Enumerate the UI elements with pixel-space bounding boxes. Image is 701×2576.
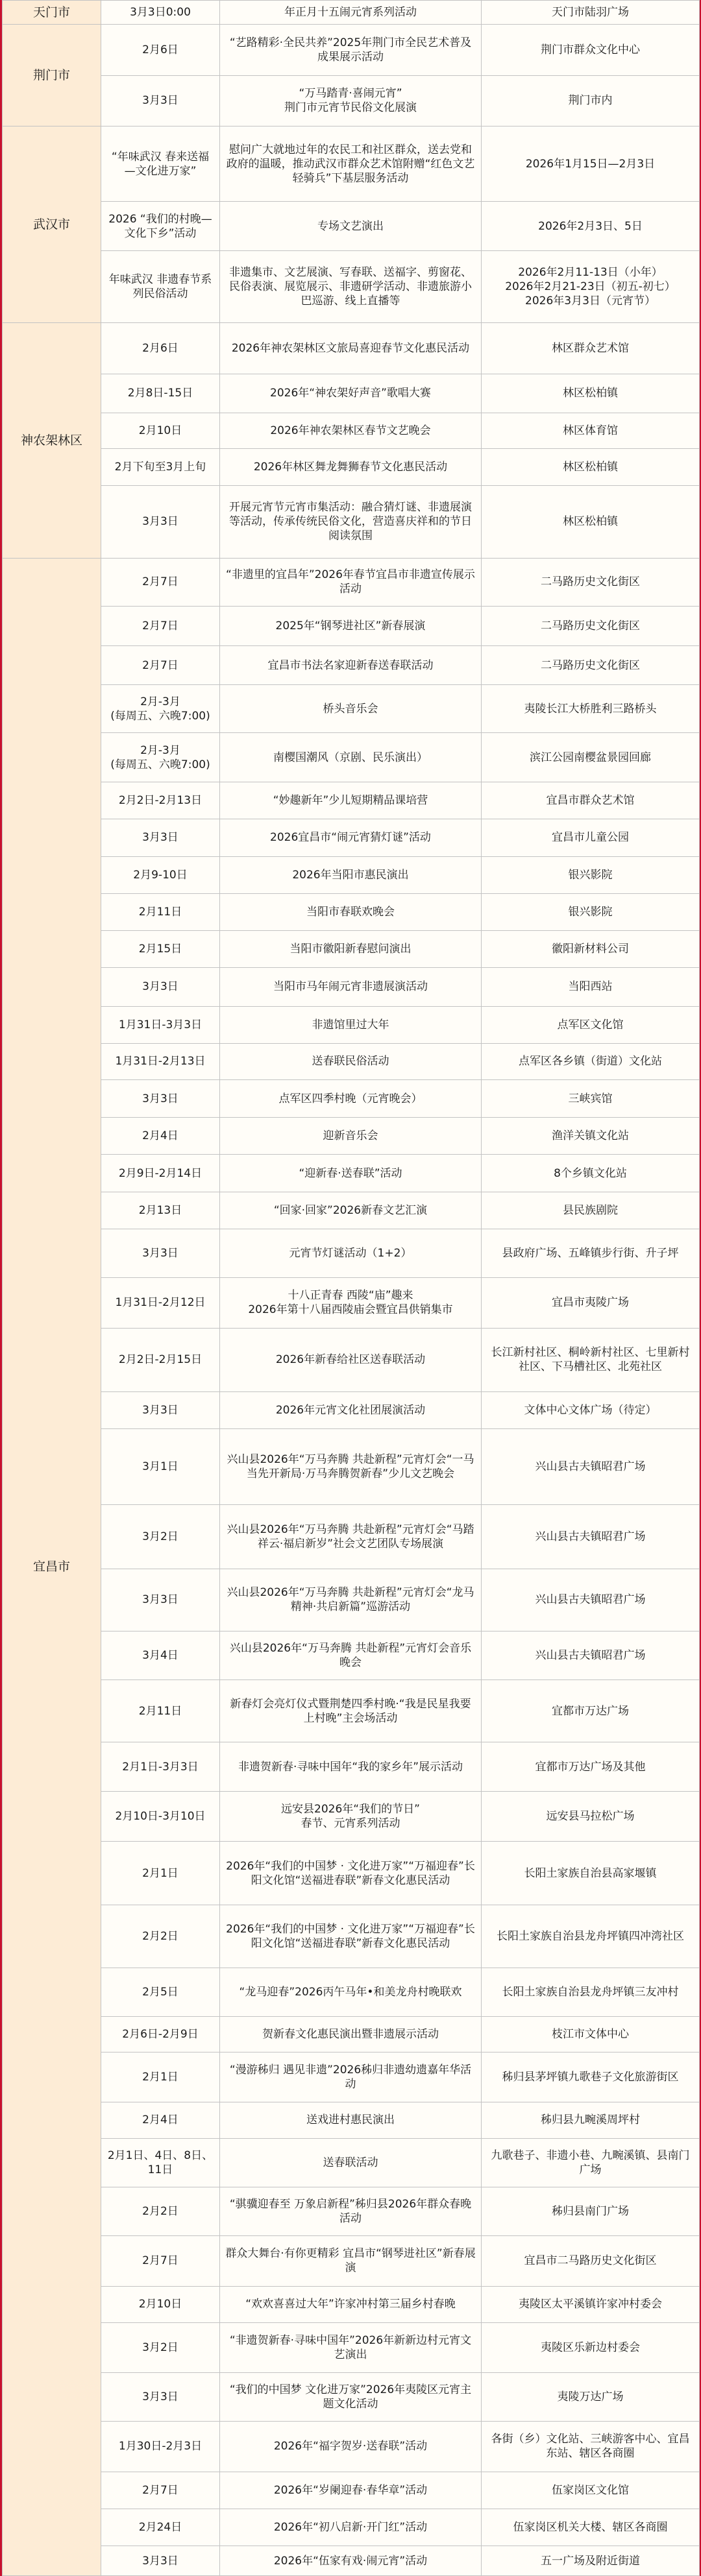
event-row <box>3 1192 700 1229</box>
event-schedule-body <box>3 1 700 2576</box>
event-date-cell: 3月4日 <box>101 1631 220 1680</box>
event-activity-cell: 2026年“神农架好声音”歌唱大赛 <box>220 374 482 413</box>
event-location-cell: 兴山县古夫镇昭君广场 <box>482 1631 700 1680</box>
event-date-cell: 2月10日 <box>101 413 220 449</box>
event-activity-cell: 南樱国潮风（京剧、民乐演出） <box>220 733 482 782</box>
event-activity-cell: 当阳市徽阳新春慰问演出 <box>220 930 482 967</box>
event-location-cell: 银兴影院 <box>482 856 700 893</box>
event-date-cell: 2月7日 <box>101 645 220 685</box>
event-schedule-table <box>2 0 700 2576</box>
event-location-cell: 文体中心文体广场（待定） <box>482 1391 700 1428</box>
event-location-cell: 二马路历史文化街区 <box>482 558 700 607</box>
event-date-cell: 3月3日 <box>101 75 220 126</box>
event-activity-cell: “欢欢喜喜过大年”许家冲村第三届乡村春晚 <box>220 2286 482 2322</box>
event-date-cell: 2月9日-2月14日 <box>101 1155 220 1192</box>
event-date-cell: 2月7日 <box>101 2235 220 2286</box>
event-activity-cell: 2026年林区舞龙舞狮春节文化惠民活动 <box>220 449 482 486</box>
event-location-cell: 五一广场及附近街道 <box>482 2546 700 2576</box>
event-date-cell: 2月2日 <box>101 1905 220 1968</box>
event-row <box>3 25 700 75</box>
event-location-cell: 林区松柏镇 <box>482 374 700 413</box>
event-date-cell: 3月3日 <box>101 2372 220 2421</box>
event-location-cell: 长江新村社区、桐岭新村社区、七里新村社区、下马槽社区、北苑社区 <box>482 1328 700 1391</box>
event-row <box>3 1328 700 1391</box>
event-activity-cell: 迎新音乐会 <box>220 1118 482 1155</box>
event-activity-cell: 贺新春文化惠民演出暨非遗展示活动 <box>220 2016 482 2052</box>
event-date-cell: 2月5日 <box>101 1968 220 2016</box>
event-row <box>3 2102 700 2138</box>
event-activity-cell: 群众大舞台·有你更精彩 宜昌市“钢琴进社区”新春展演 <box>220 2235 482 2286</box>
event-row <box>3 323 700 374</box>
event-location-cell: 林区松柏镇 <box>482 449 700 486</box>
event-date-cell: 3月2日 <box>101 2322 220 2372</box>
event-row <box>3 782 700 819</box>
event-date-cell: 1月30日-2月3日 <box>101 2421 220 2472</box>
event-location-cell: 二马路历史文化街区 <box>482 645 700 685</box>
event-location-cell: 天门市陆羽广场 <box>482 1 700 25</box>
event-location-cell: 秭归县南门广场 <box>482 2187 700 2235</box>
event-location-cell: 九歌巷子、非遗小巷、九畹溪镇、县南门广场 <box>482 2138 700 2187</box>
event-date-cell: 3月3日 <box>101 486 220 558</box>
event-location-cell: 伍家岗区文化馆 <box>482 2472 700 2509</box>
event-row <box>3 733 700 782</box>
event-row <box>3 1 700 25</box>
event-date-cell: 2026 “我们的村晚—文化下乡”活动 <box>101 202 220 251</box>
event-location-cell: 夷陵区太平溪镇许家冲村委会 <box>482 2286 700 2322</box>
event-row <box>3 1079 700 1117</box>
city-name-cell: 宜昌市 <box>3 558 101 2575</box>
event-activity-cell: 当阳市春联欢晚会 <box>220 893 482 930</box>
event-location-cell: 林区群众艺术馆 <box>482 323 700 374</box>
event-row <box>3 2016 700 2052</box>
event-date-cell: 3月3日 <box>101 2546 220 2576</box>
event-date-cell: 2月1日 <box>101 2052 220 2102</box>
event-location-cell: 兴山县古夫镇昭君广场 <box>482 1504 700 1569</box>
event-row <box>3 856 700 893</box>
event-date-cell: 2月7日 <box>101 607 220 646</box>
event-row <box>3 2286 700 2322</box>
event-location-cell: 徽阳新材料公司 <box>482 930 700 967</box>
event-activity-cell: “我们的中国梦 文化进万家”2026年夷陵区元宵主题文化活动 <box>220 2372 482 2421</box>
event-date-cell: 2月11日 <box>101 1680 220 1742</box>
event-location-cell: 点军区各乡镇（街道）文化站 <box>482 1043 700 1079</box>
event-date-cell: 2月11日 <box>101 893 220 930</box>
event-location-cell: 林区松柏镇 <box>482 486 700 558</box>
event-location-cell: 荆门市群众文化中心 <box>482 25 700 75</box>
event-date-cell: 2月10日 <box>101 2286 220 2322</box>
event-row <box>3 126 700 202</box>
event-row <box>3 2546 700 2576</box>
event-date-cell: 2月-3月 (每周五、六晚7:00) <box>101 733 220 782</box>
event-date-cell: 2月2日 <box>101 2187 220 2235</box>
event-row <box>3 930 700 967</box>
event-row <box>3 685 700 733</box>
event-location-cell: 8个乡镇文化站 <box>482 1155 700 1192</box>
event-location-cell: 银兴影院 <box>482 893 700 930</box>
event-row <box>3 1569 700 1631</box>
event-location-cell: 宜昌市夷陵广场 <box>482 1277 700 1328</box>
event-activity-cell: 元宵节灯谜活动（1+2） <box>220 1229 482 1277</box>
event-row <box>3 1429 700 1505</box>
event-activity-cell: “非遗里的宜昌年”2026年春节宜昌市非遗宣传展示活动 <box>220 558 482 607</box>
event-row <box>3 2472 700 2509</box>
event-activity-cell: 非遗馆里过大年 <box>220 1006 482 1043</box>
event-activity-cell: 2026宜昌市“闹元宵猜灯谜”活动 <box>220 819 482 856</box>
event-activity-cell: 专场文艺演出 <box>220 202 482 251</box>
event-activity-cell: 兴山县2026年“万马奔腾 共赴新程”元宵灯会“龙马精神·共启新篇”巡游活动 <box>220 1569 482 1631</box>
event-row <box>3 1504 700 1569</box>
city-name-cell: 天门市 <box>3 1 101 25</box>
event-row <box>3 2509 700 2546</box>
event-location-cell: 宜昌市儿童公园 <box>482 819 700 856</box>
event-row <box>3 251 700 323</box>
event-location-cell: 县政府广场、五峰镇步行街、升子坪 <box>482 1229 700 1277</box>
event-row <box>3 1277 700 1328</box>
event-activity-cell: “艺路精彩·全民共养”2025年荆门市全民艺术普及成果展示活动 <box>220 25 482 75</box>
event-location-cell: 长阳土家族自治县龙舟坪镇三友冲村 <box>482 1968 700 2016</box>
event-location-cell: 长阳土家族自治县龙舟坪镇四冲湾社区 <box>482 1905 700 1968</box>
event-location-cell: 兴山县古夫镇昭君广场 <box>482 1569 700 1631</box>
event-activity-cell: 兴山县2026年“万马奔腾 共赴新程”元宵灯会“马踏祥云·福启新岁”社会文艺团队专场展演 <box>220 1504 482 1569</box>
event-activity-cell: 点军区四季村晚（元宵晚会） <box>220 1079 482 1117</box>
event-location-cell: 当阳西站 <box>482 968 700 1006</box>
event-date-cell: 2月15日 <box>101 930 220 967</box>
event-date-cell: 2月24日 <box>101 2509 220 2546</box>
event-row <box>3 1792 700 1842</box>
event-row <box>3 558 700 607</box>
event-date-cell: 2月7日 <box>101 2472 220 2509</box>
event-location-cell: 夷陵长江大桥胜利三路桥头 <box>482 685 700 733</box>
event-row <box>3 75 700 126</box>
event-row <box>3 1391 700 1428</box>
event-location-cell: 秭归县九畹溪周坪村 <box>482 2102 700 2138</box>
event-activity-cell: 兴山县2026年“万马奔腾 共赴新程”元宵灯会“一马当先开新局·万马奔腾贺新春”少儿文艺晚会 <box>220 1429 482 1505</box>
event-date-cell: 2月4日 <box>101 1118 220 1155</box>
event-row <box>3 1043 700 1079</box>
event-row <box>3 1631 700 1680</box>
event-activity-cell: 2026年神农架林区春节文艺晚会 <box>220 413 482 449</box>
event-activity-cell: “妙趣新年”少儿短期精品课培营 <box>220 782 482 819</box>
event-location-cell: 夷陵区乐新边村委会 <box>482 2322 700 2372</box>
event-location-cell: 兴山县古夫镇昭君广场 <box>482 1429 700 1505</box>
event-row <box>3 1006 700 1043</box>
event-activity-cell: 2026年神农架林区文旅局喜迎春节文化惠民活动 <box>220 323 482 374</box>
event-activity-cell: “万马踏青·喜闹元宵” 荆门市元宵节民俗文化展演 <box>220 75 482 126</box>
event-date-cell: 2月1日、4日、8日、11日 <box>101 2138 220 2187</box>
event-activity-cell: 非遗贺新春·寻味中国年“我的家乡年”展示活动 <box>220 1742 482 1792</box>
event-location-cell: 夷陵万达广场 <box>482 2372 700 2421</box>
event-activity-cell: 2026年“岁阑迎春·春华章”活动 <box>220 2472 482 2509</box>
event-date-cell: 2月4日 <box>101 2102 220 2138</box>
event-location-cell: 宜昌市二马路历史文化街区 <box>482 2235 700 2286</box>
event-row <box>3 1905 700 1968</box>
event-row <box>3 2187 700 2235</box>
event-date-cell: 2月10日-3月10日 <box>101 1792 220 1842</box>
event-date-cell: 2月7日 <box>101 558 220 607</box>
event-activity-cell: “非遗贺新春·寻味中国年”2026年新新边村元宵文艺演出 <box>220 2322 482 2372</box>
event-row <box>3 2421 700 2472</box>
event-date-cell: 2月6日 <box>101 25 220 75</box>
event-location-cell: 二马路历史文化街区 <box>482 607 700 646</box>
event-activity-cell: 年正月十五闹元宵系列活动 <box>220 1 482 25</box>
event-row <box>3 486 700 558</box>
event-location-cell: 远安县马拉松广场 <box>482 1792 700 1842</box>
event-location-cell: 三峡宾馆 <box>482 1079 700 1117</box>
event-location-cell: 渔洋关镇文化站 <box>482 1118 700 1155</box>
event-activity-cell: 送春联民俗活动 <box>220 1043 482 1079</box>
event-row <box>3 1968 700 2016</box>
event-activity-cell: 送春联活动 <box>220 2138 482 2187</box>
event-date-cell: 2月9-10日 <box>101 856 220 893</box>
event-date-cell: 2月6日 <box>101 323 220 374</box>
event-activity-cell: 2025年“钢琴进社区”新春展演 <box>220 607 482 646</box>
event-location-cell: 宜昌市群众艺术馆 <box>482 782 700 819</box>
event-row <box>3 1229 700 1277</box>
event-activity-cell: 新春灯会亮灯仪式暨荆楚四季村晚·“我是民星我要上村晚”主会场活动 <box>220 1680 482 1742</box>
event-date-cell: 3月1日 <box>101 1429 220 1505</box>
event-row <box>3 607 700 646</box>
event-row <box>3 202 700 251</box>
event-date-cell: 2月13日 <box>101 1192 220 1229</box>
event-row <box>3 968 700 1006</box>
event-date-cell: 3月3日 <box>101 1229 220 1277</box>
event-location-cell: 2026年1月15日—2月3日 <box>482 126 700 202</box>
event-date-cell: 2月6日-2月9日 <box>101 2016 220 2052</box>
event-location-cell: 宜都市万达广场及其他 <box>482 1742 700 1792</box>
event-row <box>3 2052 700 2102</box>
event-location-cell: 林区体育馆 <box>482 413 700 449</box>
event-activity-cell: 宜昌市书法名家迎新春送春联活动 <box>220 645 482 685</box>
event-row <box>3 2138 700 2187</box>
event-activity-cell: 2026年“我们的中国梦 · 文化进万家”“万福迎春”长阳文化馆“送福进春联”新春文化惠民活动 <box>220 1842 482 1905</box>
event-location-cell: 各街（乡）文化站、三峡游客中心、宜昌东站、辖区各商圈 <box>482 2421 700 2472</box>
event-activity-cell: 非遗集市、文艺展演、写春联、送福字、剪窗花、民俗表演、展览展示、非遗研学活动、非遗旅游小巴巡游、线上直播等 <box>220 251 482 323</box>
event-activity-cell: 十八正青春 西陵“庙”趣来 2026年第十八届西陵庙会暨宜昌供销集市 <box>220 1277 482 1328</box>
event-activity-cell: “骐骥迎春至 万象启新程”秭归县2026年群众春晚活动 <box>220 2187 482 2235</box>
event-date-cell: 2月1日 <box>101 1842 220 1905</box>
event-row <box>3 893 700 930</box>
event-date-cell: 1月31日-2月12日 <box>101 1277 220 1328</box>
event-activity-cell: 2026年“福字贺岁·送春联”活动 <box>220 2421 482 2472</box>
event-activity-cell: “迎新春·送春联”活动 <box>220 1155 482 1192</box>
event-date-cell: 3月3日 <box>101 1079 220 1117</box>
event-activity-cell: 2026年当阳市惠民演出 <box>220 856 482 893</box>
event-date-cell: 2月8日-15日 <box>101 374 220 413</box>
event-date-cell: 3月3日0:00 <box>101 1 220 25</box>
event-activity-cell: “回家·回家”2026新春文艺汇演 <box>220 1192 482 1229</box>
event-activity-cell: “龙马迎春”2026丙午马年•和美龙舟村晚联欢 <box>220 1968 482 2016</box>
event-activity-cell: 2026年元宵文化社团展演活动 <box>220 1391 482 1428</box>
event-activity-cell: 桥头音乐会 <box>220 685 482 733</box>
event-date-cell: 2月-3月 (每周五、六晚7:00) <box>101 685 220 733</box>
event-row <box>3 1118 700 1155</box>
event-activity-cell: 远安县2026年“我们的节日” 春节、元宵系列活动 <box>220 1792 482 1842</box>
event-location-cell: 荆门市内 <box>482 75 700 126</box>
event-row <box>3 1155 700 1192</box>
event-date-cell: 2月2日-2月15日 <box>101 1328 220 1391</box>
event-activity-cell: 慰问广大就地过年的农民工和社区群众，送去党和政府的温暖，推动武汉市群众艺术馆附赠“红色文艺轻骑兵”下基层服务活动 <box>220 126 482 202</box>
event-row <box>3 645 700 685</box>
event-date-cell: 3月3日 <box>101 1569 220 1631</box>
event-row <box>3 374 700 413</box>
event-location-cell: 枝江市文体中心 <box>482 2016 700 2052</box>
event-date-cell: 2月下旬至3月上旬 <box>101 449 220 486</box>
city-name-cell: 神农架林区 <box>3 323 101 558</box>
event-activity-cell: 开展元宵节元宵市集活动：融合猜灯谜、非遗展演等活动，传承传统民俗文化，营造喜庆祥和的节日阅读氛围 <box>220 486 482 558</box>
event-row <box>3 2372 700 2421</box>
event-activity-cell: “漫游秭归 遇见非遗”2026秭归非遗幼遗嘉年华活动 <box>220 2052 482 2102</box>
event-date-cell: 年味武汉 非遗春节系列民俗活动 <box>101 251 220 323</box>
event-date-cell: 1月31日-2月13日 <box>101 1043 220 1079</box>
event-row <box>3 1842 700 1905</box>
event-row <box>3 413 700 449</box>
event-activity-cell: 2026年“初八启新·开门红”活动 <box>220 2509 482 2546</box>
event-activity-cell: 2026年“我们的中国梦 · 文化进万家”“万福迎春”长阳文化馆“送福进春联”新春文化惠民活动 <box>220 1905 482 1968</box>
event-row <box>3 1742 700 1792</box>
event-date-cell: 3月3日 <box>101 819 220 856</box>
event-date-cell: 3月3日 <box>101 1391 220 1428</box>
event-row <box>3 449 700 486</box>
event-date-cell: “年味武汉 春来送福—文化进万家” <box>101 126 220 202</box>
event-activity-cell: 当阳市马年闹元宵非遗展演活动 <box>220 968 482 1006</box>
event-date-cell: 1月31日-3月3日 <box>101 1006 220 1043</box>
event-row <box>3 2235 700 2286</box>
event-location-cell: 伍家岗区机关大楼、辖区各商圈 <box>482 2509 700 2546</box>
city-name-cell: 武汉市 <box>3 126 101 323</box>
event-location-cell: 点军区文化馆 <box>482 1006 700 1043</box>
event-row <box>3 819 700 856</box>
event-location-cell: 2026年2月11-13日（小年） 2026年2月21-23日（初五-初七） 2026年3月3日（元宵节） <box>482 251 700 323</box>
event-location-cell: 秭归县茅坪镇九歌巷子文化旅游街区 <box>482 2052 700 2102</box>
event-date-cell: 3月2日 <box>101 1504 220 1569</box>
event-location-cell: 2026年2月3日、5日 <box>482 202 700 251</box>
event-date-cell: 2月2日-2月13日 <box>101 782 220 819</box>
event-row <box>3 2322 700 2372</box>
event-location-cell: 长阳土家族自治县高家堰镇 <box>482 1842 700 1905</box>
event-activity-cell: 送戏进村惠民演出 <box>220 2102 482 2138</box>
event-location-cell: 宜都市万达广场 <box>482 1680 700 1742</box>
city-name-cell: 荆门市 <box>3 25 101 126</box>
event-location-cell: 县民族剧院 <box>482 1192 700 1229</box>
event-row <box>3 1680 700 1742</box>
event-activity-cell: 兴山县2026年“万马奔腾 共赴新程”元宵灯会音乐晚会 <box>220 1631 482 1680</box>
event-date-cell: 3月3日 <box>101 968 220 1006</box>
event-activity-cell: 2026年新春给社区送春联活动 <box>220 1328 482 1391</box>
event-activity-cell: 2026年“伍家有戏·闹元宵”活动 <box>220 2546 482 2576</box>
event-location-cell: 滨江公园南樱盆景园回廊 <box>482 733 700 782</box>
event-date-cell: 2月1日-3月3日 <box>101 1742 220 1792</box>
